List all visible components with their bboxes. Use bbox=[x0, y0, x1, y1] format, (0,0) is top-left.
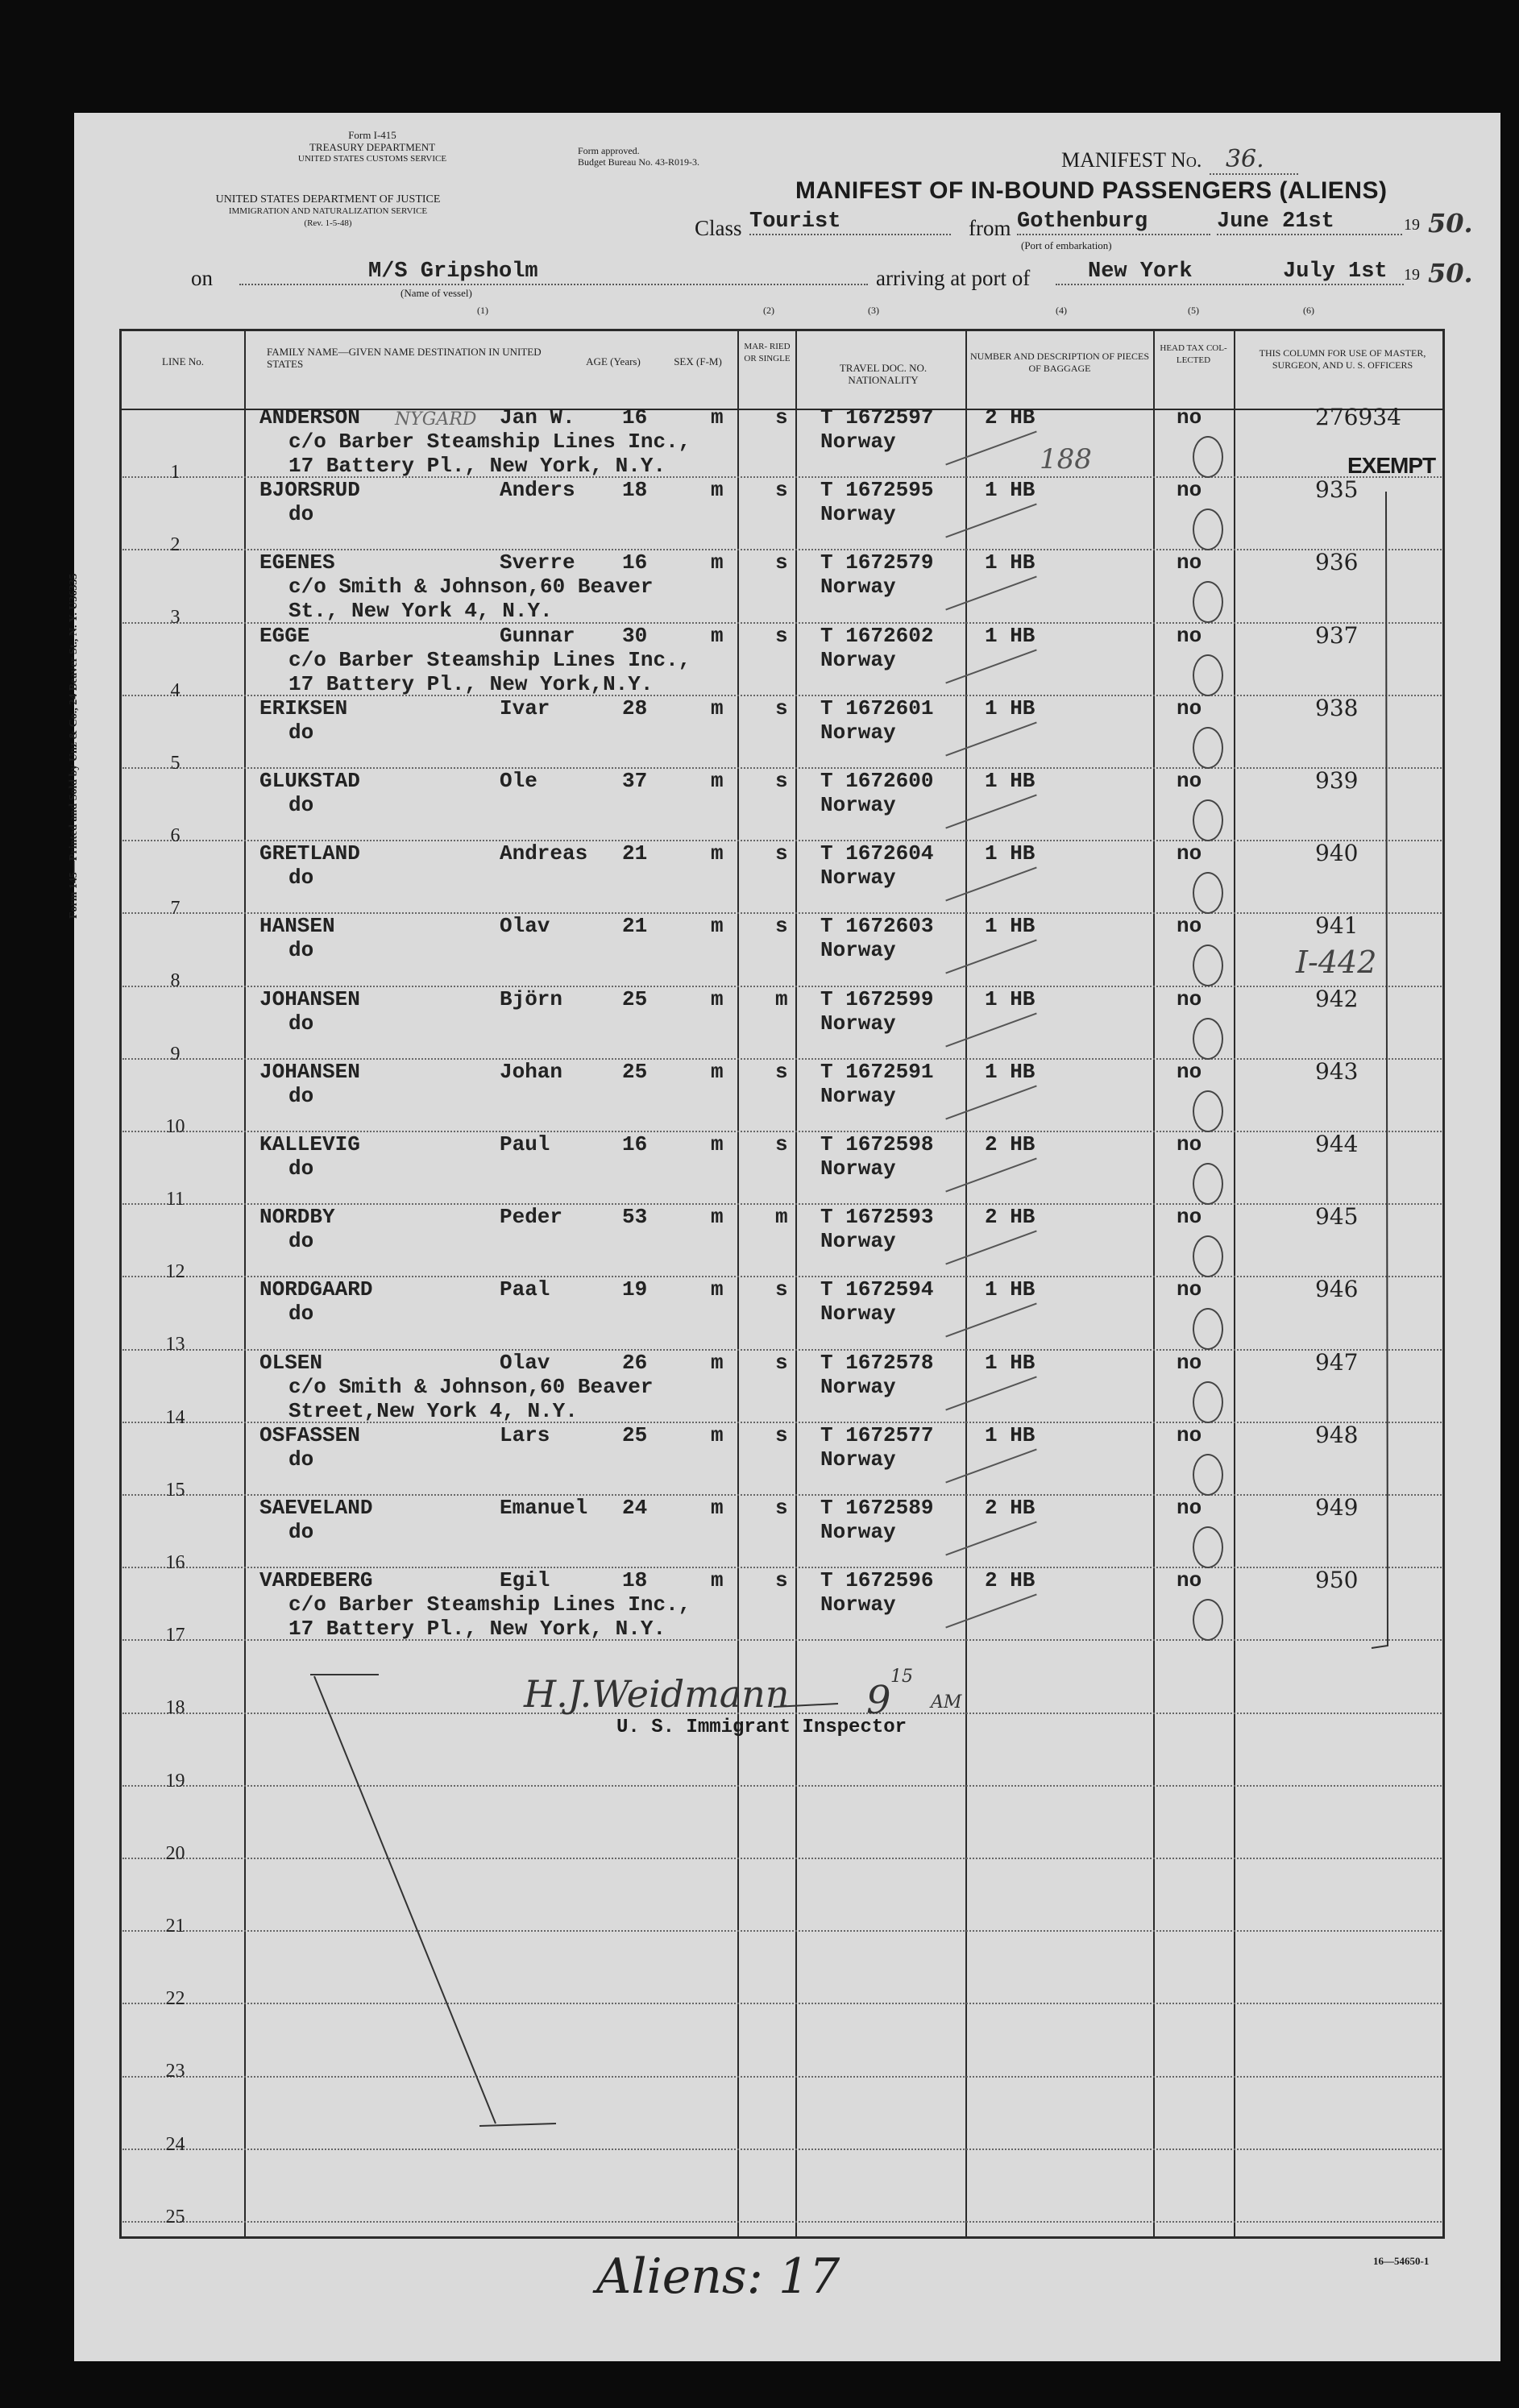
age: 25 bbox=[622, 986, 648, 1011]
age: 16 bbox=[622, 550, 648, 575]
budget-bureau: Budget Bureau No. 43-R019-3. bbox=[578, 156, 699, 168]
manifest-no-value: 36. bbox=[1210, 145, 1298, 175]
arrival-port: New York bbox=[1056, 259, 1249, 285]
officer-number: 942 bbox=[1315, 985, 1359, 1012]
dest-line-1: do bbox=[288, 793, 314, 817]
nationality: Norway bbox=[820, 430, 896, 454]
head-tax: no bbox=[1177, 1277, 1202, 1302]
form-approved: Form approved. bbox=[578, 145, 640, 156]
side-printer-imprint: Form 145—Printed and Sold by Unz & Co., 24 Beaver St., N. Y. U36335 bbox=[68, 573, 80, 919]
baggage: 2 HB bbox=[985, 1496, 1035, 1520]
dest-line-1: do bbox=[288, 1520, 314, 1544]
dest-line-2: 17 Battery Pl., New York, N.Y. bbox=[288, 1617, 666, 1642]
nationality: Norway bbox=[820, 1302, 896, 1326]
sex: m bbox=[711, 1059, 724, 1084]
col-num-3: (3) bbox=[868, 305, 879, 316]
given-name: Olav bbox=[500, 914, 550, 939]
col-header-travel-doc: TRAVEL DOC. NO. NATIONALITY bbox=[839, 362, 928, 386]
head-tax: no bbox=[1177, 841, 1202, 866]
annotation-188: 188 bbox=[1040, 443, 1092, 475]
travel-doc-no: T 1672596 bbox=[820, 1568, 934, 1593]
age: 16 bbox=[622, 1132, 648, 1156]
officer-number: 940 bbox=[1315, 840, 1359, 867]
form-code: 16—54650-1 bbox=[1373, 2255, 1430, 2267]
officer-number: 947 bbox=[1315, 1348, 1359, 1376]
line-number: 9 bbox=[170, 1043, 181, 1065]
dest-line-1: do bbox=[288, 720, 314, 745]
dest-line-1: c/o Barber Steamship Lines Inc., bbox=[288, 647, 691, 672]
inspector-caption: U. S. Immigrant Inspector bbox=[616, 1717, 907, 1738]
col-header-officers: THIS COLUMN FOR USE OF MASTER, SURGEON, AND U. S. OFFICERS bbox=[1259, 347, 1426, 371]
col-header-line: LINE No. bbox=[162, 355, 204, 367]
col-num-2: (2) bbox=[763, 305, 774, 316]
manifest-no-label: MANIFEST No. bbox=[1061, 148, 1202, 172]
marital-status: s bbox=[775, 1496, 788, 1520]
col-num-4: (4) bbox=[1056, 305, 1067, 316]
sex: m bbox=[711, 1205, 724, 1230]
family-name: HANSEN bbox=[259, 914, 335, 939]
line-number: 11 bbox=[165, 1189, 185, 1210]
line-number: 24 bbox=[165, 2133, 185, 2155]
line-number: 7 bbox=[170, 898, 181, 920]
baggage: 1 HB bbox=[985, 478, 1035, 503]
sex: m bbox=[711, 914, 724, 939]
baggage: 1 HB bbox=[985, 1277, 1035, 1302]
dest-line-1: do bbox=[288, 1011, 314, 1036]
annotation-nygard: NYGARD bbox=[395, 409, 477, 430]
dest-line-2: 17 Battery Pl., New York, N.Y. bbox=[288, 454, 666, 478]
nationality: Norway bbox=[820, 938, 896, 963]
baggage: 1 HB bbox=[985, 550, 1035, 575]
line-number: 21 bbox=[165, 1916, 185, 1937]
port-caption: (Port of embarkation) bbox=[1021, 239, 1112, 251]
officer-number: 941 bbox=[1315, 912, 1359, 940]
age: 16 bbox=[622, 405, 648, 430]
line-number: 10 bbox=[165, 1115, 185, 1137]
head-tax: no bbox=[1177, 1568, 1202, 1593]
void-line bbox=[314, 1676, 496, 2124]
nationality: Norway bbox=[820, 502, 896, 527]
age: 21 bbox=[622, 841, 648, 866]
officer-number: 936 bbox=[1315, 549, 1359, 576]
line-number: 8 bbox=[170, 970, 181, 992]
head-tax: no bbox=[1177, 1132, 1202, 1156]
family-name: OLSEN bbox=[259, 1350, 323, 1375]
line-number: 20 bbox=[165, 1842, 185, 1864]
marital-status: s bbox=[775, 1132, 788, 1156]
nationality: Norway bbox=[820, 1156, 896, 1181]
line-number: 2 bbox=[170, 534, 181, 556]
head-tax: no bbox=[1177, 478, 1202, 503]
family-name: JOHANSEN bbox=[259, 1059, 360, 1084]
officer-number: 938 bbox=[1315, 694, 1359, 721]
manifest-title: MANIFEST OF IN-BOUND PASSENGERS (ALIENS) bbox=[795, 177, 1388, 204]
head-tax: no bbox=[1177, 769, 1202, 793]
marital-status: s bbox=[775, 1568, 788, 1593]
travel-doc-no: T 1672601 bbox=[820, 695, 934, 720]
vessel-col-num: (1) bbox=[477, 305, 488, 316]
travel-doc-no: T 1672595 bbox=[820, 478, 934, 503]
line-number: 4 bbox=[170, 679, 181, 701]
officer-number: 939 bbox=[1315, 767, 1359, 794]
justice-dept: UNITED STATES DEPARTMENT OF JUSTICE bbox=[215, 193, 441, 206]
family-name: EGGE bbox=[259, 623, 310, 648]
family-name: EGENES bbox=[259, 550, 335, 575]
family-name: NORDGAARD bbox=[259, 1277, 373, 1302]
head-tax: no bbox=[1177, 1422, 1202, 1447]
col-header-married: MAR- RIED OR SINGLE bbox=[744, 342, 791, 363]
given-name: Jan W. bbox=[500, 405, 575, 430]
travel-doc-no: T 1672602 bbox=[820, 623, 934, 648]
nationality: Norway bbox=[820, 575, 896, 600]
dest-line-2: Street,New York 4, N.Y. bbox=[288, 1398, 578, 1423]
given-name: Anders bbox=[500, 478, 575, 503]
class-value: Tourist bbox=[749, 210, 951, 235]
travel-doc-no: T 1672577 bbox=[820, 1422, 934, 1447]
officer-number: 949 bbox=[1315, 1494, 1359, 1521]
sex: m bbox=[711, 841, 724, 866]
baggage: 1 HB bbox=[985, 1350, 1035, 1375]
family-name: ERIKSEN bbox=[259, 695, 348, 720]
line-number: 18 bbox=[165, 1697, 185, 1719]
col-header-head-tax: HEAD TAX COL- LECTED bbox=[1160, 343, 1227, 365]
nationality: Norway bbox=[820, 1520, 896, 1544]
given-name: Olav bbox=[500, 1350, 550, 1375]
sex: m bbox=[711, 1277, 724, 1302]
travel-doc-no: T 1672598 bbox=[820, 1132, 934, 1156]
given-name: Gunnar bbox=[500, 623, 575, 648]
family-name: NORDBY bbox=[259, 1205, 335, 1230]
family-name: GLUKSTAD bbox=[259, 769, 360, 793]
age: 21 bbox=[622, 914, 648, 939]
given-name: Peder bbox=[500, 1205, 563, 1230]
on-label: on bbox=[191, 266, 213, 290]
arriving-label: arriving at port of bbox=[876, 266, 1031, 290]
head-tax: no bbox=[1177, 623, 1202, 648]
col-header-name: FAMILY NAME—GIVEN NAME DESTINATION IN UNITED STATES bbox=[267, 346, 542, 370]
arrival-date: July 1st bbox=[1251, 259, 1404, 285]
class-label: Class bbox=[695, 216, 742, 240]
nationality: Norway bbox=[820, 1592, 896, 1617]
dest-line-1: do bbox=[288, 1156, 314, 1181]
baggage: 2 HB bbox=[985, 1568, 1035, 1593]
departure-date: June 21st bbox=[1217, 210, 1402, 235]
revision: (Rev. 1-5-48) bbox=[304, 218, 352, 228]
dest-line-1: do bbox=[288, 502, 314, 527]
from-label: from bbox=[969, 216, 1011, 240]
nationality: Norway bbox=[820, 866, 896, 891]
given-name: Emanuel bbox=[500, 1496, 588, 1520]
dest-line-1: do bbox=[288, 1229, 314, 1254]
col-num-6: (6) bbox=[1303, 305, 1314, 316]
head-tax: no bbox=[1177, 1059, 1202, 1084]
nationality: Norway bbox=[820, 1229, 896, 1254]
from-value: Gothenburg bbox=[1017, 210, 1210, 235]
officer-number: 948 bbox=[1315, 1421, 1359, 1448]
dest-line-2: St., New York 4, N.Y. bbox=[288, 599, 553, 624]
given-name: Ivar bbox=[500, 695, 550, 720]
officer-number: 950 bbox=[1315, 1567, 1359, 1594]
sex: m bbox=[711, 623, 724, 648]
officer-number: 935 bbox=[1315, 476, 1359, 504]
dest-line-1: do bbox=[288, 1447, 314, 1472]
marital-status: s bbox=[775, 405, 788, 430]
col-num-5: (5) bbox=[1188, 305, 1199, 316]
dest-line-1: do bbox=[288, 938, 314, 963]
baggage: 1 HB bbox=[985, 1059, 1035, 1084]
head-tax: no bbox=[1177, 550, 1202, 575]
line-number: 15 bbox=[165, 1479, 185, 1501]
travel-doc-no: T 1672599 bbox=[820, 986, 934, 1011]
line-number: 5 bbox=[170, 752, 181, 774]
travel-doc-no: T 1672579 bbox=[820, 550, 934, 575]
travel-doc-no: T 1672600 bbox=[820, 769, 934, 793]
marital-status: s bbox=[775, 623, 788, 648]
nationality: Norway bbox=[820, 793, 896, 817]
dest-line-1: c/o Smith & Johnson,60 Beaver bbox=[288, 575, 654, 600]
given-name: Björn bbox=[500, 986, 563, 1011]
treasury-dept: TREASURY DEPARTMENT bbox=[309, 141, 436, 153]
travel-doc-no: T 1672604 bbox=[820, 841, 934, 866]
head-tax: no bbox=[1177, 914, 1202, 939]
sex: m bbox=[711, 478, 724, 503]
line-number: 14 bbox=[165, 1406, 185, 1428]
dest-line-1: do bbox=[288, 1302, 314, 1326]
sex: m bbox=[711, 769, 724, 793]
marital-status: s bbox=[775, 695, 788, 720]
line-number: 3 bbox=[170, 607, 181, 629]
line-number: 23 bbox=[165, 2061, 185, 2082]
given-name: Egil bbox=[500, 1568, 550, 1593]
baggage: 1 HB bbox=[985, 986, 1035, 1011]
baggage: 1 HB bbox=[985, 623, 1035, 648]
officer-number: 946 bbox=[1315, 1276, 1359, 1303]
travel-doc-no: T 1672578 bbox=[820, 1350, 934, 1375]
given-name: Paal bbox=[500, 1277, 550, 1302]
officer-number: 937 bbox=[1315, 621, 1359, 649]
family-name: OSFASSEN bbox=[259, 1422, 360, 1447]
time-hour: 9 bbox=[866, 1678, 891, 1723]
sex: m bbox=[711, 1568, 724, 1593]
line-number: 16 bbox=[165, 1552, 185, 1573]
age: 19 bbox=[622, 1277, 648, 1302]
family-name: SAEVELAND bbox=[259, 1496, 373, 1520]
dest-line-2: 17 Battery Pl., New York,N.Y. bbox=[288, 671, 654, 696]
marital-status: s bbox=[775, 478, 788, 503]
head-tax: no bbox=[1177, 1205, 1202, 1230]
given-name: Paul bbox=[500, 1132, 550, 1156]
age: 30 bbox=[622, 623, 648, 648]
col-header-sex: SEX (F-M) bbox=[674, 355, 722, 367]
nationality: Norway bbox=[820, 1374, 896, 1399]
vessel-caption: (Name of vessel) bbox=[401, 287, 472, 299]
marital-status: s bbox=[775, 1059, 788, 1084]
travel-doc-no: T 1672603 bbox=[820, 914, 934, 939]
marital-status: s bbox=[775, 841, 788, 866]
officer-number: 943 bbox=[1315, 1057, 1359, 1085]
family-name: JOHANSEN bbox=[259, 986, 360, 1011]
officer-number: 276934 bbox=[1315, 404, 1401, 430]
col-header-age: AGE (Years) bbox=[586, 355, 641, 367]
marital-status: s bbox=[775, 1422, 788, 1447]
nationality: Norway bbox=[820, 647, 896, 672]
inspector-signature: H.J.Weidmann bbox=[524, 1672, 790, 1716]
age: 25 bbox=[622, 1422, 648, 1447]
nationality: Norway bbox=[820, 1083, 896, 1108]
marital-status: s bbox=[775, 1277, 788, 1302]
age: 26 bbox=[622, 1350, 648, 1375]
marital-status: s bbox=[775, 914, 788, 939]
given-name: Lars bbox=[500, 1422, 550, 1447]
year-prefix-2: 19 bbox=[1404, 266, 1420, 284]
officer-number: 945 bbox=[1315, 1203, 1359, 1231]
bracket-mark bbox=[1372, 492, 1388, 1648]
baggage: 2 HB bbox=[985, 1132, 1035, 1156]
void-line-foot bbox=[479, 2124, 556, 2126]
baggage: 1 HB bbox=[985, 695, 1035, 720]
time-am: AM bbox=[931, 1692, 962, 1713]
form-number: Form I-415 bbox=[348, 129, 396, 141]
arrival-year: 50. bbox=[1428, 258, 1473, 289]
customs-service: UNITED STATES CUSTOMS SERVICE bbox=[297, 154, 447, 164]
sex: m bbox=[711, 405, 724, 430]
baggage: 2 HB bbox=[985, 405, 1035, 430]
col-header-baggage: NUMBER AND DESCRIPTION OF PIECES OF BAGGAGE bbox=[969, 351, 1150, 374]
baggage: 1 HB bbox=[985, 914, 1035, 939]
departure-year: 50. bbox=[1428, 208, 1473, 239]
travel-doc-no: T 1672597 bbox=[820, 405, 934, 430]
dest-line-1: c/o Barber Steamship Lines Inc., bbox=[288, 1592, 691, 1617]
baggage: 2 HB bbox=[985, 1205, 1035, 1230]
aliens-count: Aliens: 17 bbox=[596, 2248, 840, 2305]
travel-doc-no: T 1672589 bbox=[820, 1496, 934, 1520]
sex: m bbox=[711, 1132, 724, 1156]
line-number: 22 bbox=[165, 1988, 185, 2010]
head-tax: no bbox=[1177, 405, 1202, 430]
marital-status: s bbox=[775, 550, 788, 575]
dest-line-1: c/o Barber Steamship Lines Inc., bbox=[288, 430, 691, 454]
family-name: KALLEVIG bbox=[259, 1132, 360, 1156]
head-tax: no bbox=[1177, 986, 1202, 1011]
nationality: Norway bbox=[820, 1447, 896, 1472]
travel-doc-no: T 1672591 bbox=[820, 1059, 934, 1084]
dest-line-1: c/o Smith & Johnson,60 Beaver bbox=[288, 1374, 654, 1399]
exempt-stamp: EXEMPT bbox=[1347, 453, 1436, 478]
given-name: Johan bbox=[500, 1059, 563, 1084]
year-prefix-1: 19 bbox=[1404, 216, 1420, 234]
nationality: Norway bbox=[820, 1011, 896, 1036]
sex: m bbox=[711, 1496, 724, 1520]
family-name: ANDERSON bbox=[259, 405, 360, 430]
line-number: 25 bbox=[165, 2206, 185, 2227]
head-tax: no bbox=[1177, 695, 1202, 720]
head-tax: no bbox=[1177, 1496, 1202, 1520]
time-minutes: 15 bbox=[890, 1667, 913, 1687]
sex: m bbox=[711, 1422, 724, 1447]
line-number: 19 bbox=[165, 1770, 185, 1791]
age: 18 bbox=[622, 478, 648, 503]
line-number: 6 bbox=[170, 825, 181, 846]
baggage: 1 HB bbox=[985, 1422, 1035, 1447]
marital-status: s bbox=[775, 1350, 788, 1375]
age: 28 bbox=[622, 695, 648, 720]
sex: m bbox=[711, 695, 724, 720]
given-name: Sverre bbox=[500, 550, 575, 575]
travel-doc-no: T 1672593 bbox=[820, 1205, 934, 1230]
marital-status: m bbox=[775, 986, 788, 1011]
dest-line-1: do bbox=[288, 866, 314, 891]
age: 37 bbox=[622, 769, 648, 793]
dest-line-1: do bbox=[288, 1083, 314, 1108]
family-name: BJORSRUD bbox=[259, 478, 360, 503]
sex: m bbox=[711, 550, 724, 575]
family-name: VARDEBERG bbox=[259, 1568, 373, 1593]
baggage: 1 HB bbox=[985, 841, 1035, 866]
baggage: 1 HB bbox=[985, 769, 1035, 793]
given-name: Ole bbox=[500, 769, 537, 793]
officer-number: 944 bbox=[1315, 1131, 1359, 1157]
nationality: Norway bbox=[820, 720, 896, 745]
age: 18 bbox=[622, 1568, 648, 1593]
sex: m bbox=[711, 1350, 724, 1375]
travel-doc-no: T 1672594 bbox=[820, 1277, 934, 1302]
marital-status: m bbox=[775, 1205, 788, 1230]
age: 53 bbox=[622, 1205, 648, 1230]
marital-status: s bbox=[775, 769, 788, 793]
sex: m bbox=[711, 986, 724, 1011]
vessel-name: M/S Gripsholm bbox=[239, 259, 868, 285]
line-number: 17 bbox=[165, 1625, 185, 1646]
age: 24 bbox=[622, 1496, 648, 1520]
family-name: GRETLAND bbox=[259, 841, 360, 866]
line-number: 12 bbox=[165, 1261, 185, 1283]
line-number: 1 bbox=[170, 462, 181, 483]
ins-service: IMMIGRATION AND NATURALIZATION SERVICE bbox=[228, 206, 428, 216]
age: 25 bbox=[622, 1059, 648, 1084]
given-name: Andreas bbox=[500, 841, 588, 866]
annotation-i442: I-442 bbox=[1296, 945, 1377, 980]
line-number: 13 bbox=[165, 1334, 185, 1356]
head-tax: no bbox=[1177, 1350, 1202, 1375]
